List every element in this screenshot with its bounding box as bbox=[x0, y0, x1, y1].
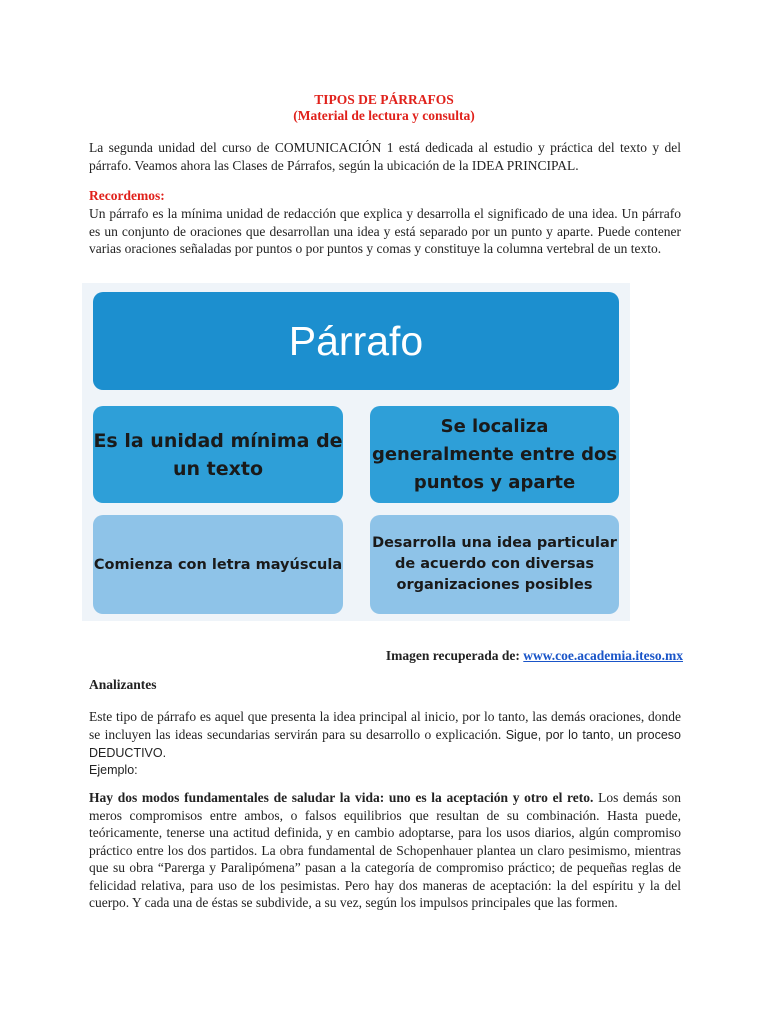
example-paragraph bbox=[89, 789, 681, 912]
image-credit-label: Imagen recuperada de: bbox=[385, 648, 524, 663]
diagram-box-mayuscula: Comienza con letra mayúscula bbox=[93, 515, 343, 614]
parrafo-diagram bbox=[82, 283, 630, 621]
image-credit-link[interactable]: www.coe.academia.iteso.mx bbox=[523, 648, 683, 663]
diagram-box-desarrolla: Desarrolla una idea particular de acuerdo con diversas organizaciones posibles bbox=[370, 515, 619, 614]
ejemplo-label: Ejemplo: bbox=[89, 763, 138, 777]
analizantes-paragraph bbox=[89, 708, 681, 763]
intro-paragraph: La segunda unidad del curso de COMUNICACIÓN 1 está dedicada al estudio y práctica del texto y del párrafo. Veamos ahora las Clases de Párrafos, según la ubicación de la IDEA PRINCIPAL. bbox=[89, 140, 681, 173]
recordemos-heading: Recordemos: bbox=[89, 188, 165, 203]
example-rest: Los demás son meros compromisos entre ambos, o falsos equilibrios que resultan de su combinación. Hasta puede, teóricamente, tenerse una actitud definida, y en cambio adoptarse, para los usos diarios, algún compromiso práctico entre los dos partidos. La obra fundamental de Schopenhauer plantea un claro pesimismo, mientras que su obra “Parerga y Paralipómena” pasan a la categoría de compromiso práctico; de pequeñas reglas de felicidad relativa, para uso de los pesimistas. Pero hay dos maneras de aceptación: la del espíritu y la del cuerpo. Y cada una de éstas se subdivide, a su vez, según los impulsos principales que las formen. bbox=[89, 790, 681, 910]
analizantes-heading: Analizantes bbox=[89, 677, 157, 692]
document-subtitle: (Material de lectura y consulta) bbox=[293, 108, 475, 123]
example-bold-sentence: Hay dos modos fundamentales de saludar la vida: uno es la aceptación y otro el reto. bbox=[89, 790, 594, 805]
document-title: TIPOS DE PÁRRAFOS bbox=[314, 92, 454, 107]
analizantes-text-tail: Sigue, por lo tanto, un proceso DEDUCTIVO. bbox=[89, 727, 681, 760]
analizantes-text-main: Este tipo de párrafo es aquel que presenta la idea principal al inicio, por lo tanto, las demás oraciones, donde se incluyen las ideas secundarias servirán para su desarrollo o explicación. bbox=[89, 709, 681, 742]
diagram-box-se-localiza: Se localiza generalmente entre dos puntos y aparte bbox=[370, 406, 619, 503]
recordemos-paragraph: Un párrafo es la mínima unidad de redacción que explica y desarrolla el significado de una idea. Un párrafo es un conjunto de oraciones que desarrollan una idea y está separado por un punto y aparte. Puede contener varias oraciones señaladas por puntos o por puntos y comas y constituye la columna vertebral de un texto. bbox=[89, 206, 681, 256]
diagram-box-unidad-minima: Es la unidad mínima de un texto bbox=[93, 406, 343, 503]
image-credit bbox=[386, 648, 683, 664]
diagram-main-box: Párrafo bbox=[93, 292, 619, 390]
